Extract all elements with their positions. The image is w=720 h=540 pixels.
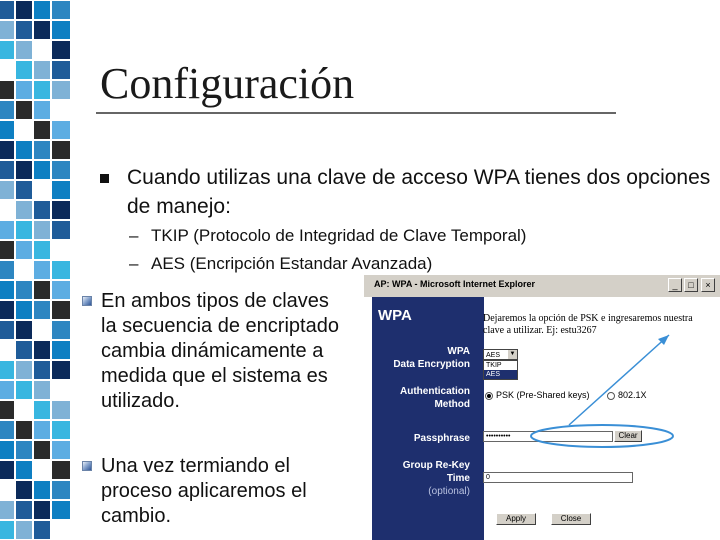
decorative-block (16, 1, 32, 19)
decorative-block (0, 261, 14, 279)
decorative-block (0, 241, 14, 259)
decorative-block (0, 401, 14, 419)
bullet-wpa-options: Cuando utilizas una clave de acceso WPA tienes dos opciones de manejo: (127, 166, 711, 218)
decorative-block (34, 221, 50, 239)
decorative-block (0, 301, 14, 319)
decorative-block (16, 321, 32, 339)
decorative-block (52, 201, 70, 219)
slide-title: Configuración (100, 59, 355, 108)
label-rekey-optional: (optional) (428, 486, 470, 497)
decorative-block (0, 521, 14, 539)
title-divider (96, 112, 616, 114)
decorative-block (52, 41, 70, 59)
option-aes[interactable]: AES (484, 370, 517, 379)
minimize-icon[interactable]: _ (668, 278, 682, 292)
decorative-block (16, 101, 32, 119)
decorative-block (16, 241, 32, 259)
decorative-block (0, 281, 14, 299)
decorative-block (52, 141, 70, 159)
decorative-block (52, 481, 70, 499)
decorative-block (52, 421, 70, 439)
wpa-heading: WPA (378, 307, 412, 324)
decorative-block (52, 121, 70, 139)
decorative-block (52, 221, 70, 239)
decorative-block (16, 301, 32, 319)
decorative-block (0, 1, 14, 19)
decorative-block (52, 501, 70, 519)
decorative-block (52, 261, 70, 279)
decorative-block (0, 21, 14, 39)
decorative-block (0, 441, 14, 459)
decorative-block (16, 41, 32, 59)
decorative-block (0, 381, 14, 399)
decorative-block (34, 121, 50, 139)
decorative-block (52, 341, 70, 359)
decorative-block (16, 81, 32, 99)
decorative-block (34, 61, 50, 79)
decorative-block (52, 301, 70, 319)
decorative-block (34, 161, 50, 179)
decorative-sidebar-strip (0, 0, 74, 540)
decorative-block (16, 461, 32, 479)
decorative-block (0, 141, 14, 159)
bullet-square-icon (100, 174, 109, 183)
decorative-block (34, 1, 50, 19)
decorative-block (34, 401, 50, 419)
maximize-icon[interactable]: □ (684, 278, 698, 292)
decorative-block (16, 61, 32, 79)
decorative-block (34, 21, 50, 39)
chevron-down-icon[interactable]: ▼ (509, 351, 516, 357)
decorative-block (16, 221, 32, 239)
decorative-block (0, 121, 14, 139)
rekey-input[interactable]: 0 (483, 472, 633, 483)
annotation-note: Dejaremos la opción de PSK e ingresaremos nuestra clave a utilizar. Ej: estu3267 (483, 313, 693, 336)
close-window-icon[interactable]: × (701, 278, 715, 292)
label-data-encryption: WPA Data Encryption (393, 346, 470, 370)
sub-item-aes-text: AES (Encripción Estandar Avanzada) (151, 254, 433, 273)
decorative-block (34, 521, 50, 539)
sub-item-aes (129, 254, 432, 274)
decorative-block (52, 321, 70, 339)
bullet-encryption-sequence: En ambos tipos de claves la secuencia de encriptado cambia dinámicamente a medida que el sistema es utilizado. (101, 290, 339, 412)
decorative-block (16, 281, 32, 299)
decorative-block (16, 501, 32, 519)
dash-marker: – (129, 254, 139, 273)
decorative-block (0, 181, 14, 199)
decorative-block (52, 461, 70, 479)
decorative-block (0, 161, 14, 179)
sub-item-tkip-text: TKIP (Protocolo de Integridad de Clave Temporal) (151, 226, 527, 245)
decorative-block (52, 61, 70, 79)
decorative-block (34, 261, 50, 279)
decorative-block (52, 21, 70, 39)
decorative-block (34, 81, 50, 99)
decorative-block (34, 201, 50, 219)
decorative-block (34, 361, 50, 379)
decorative-block (0, 221, 14, 239)
decorative-block (34, 501, 50, 519)
decorative-block (52, 401, 70, 419)
label-rekey-time: Group Re-Key Time (402, 460, 470, 484)
apply-button[interactable]: Apply (496, 513, 536, 525)
option-tkip[interactable]: TKIP (486, 362, 502, 369)
label-auth-method: Authentication Method (400, 386, 470, 410)
bullet-apply-change: Una vez termiando el proceso aplicaremos el cambio. (101, 455, 307, 527)
decorative-block (34, 381, 50, 399)
decorative-block (16, 21, 32, 39)
decorative-block (16, 161, 32, 179)
sub-item-tkip (129, 226, 526, 246)
close-button[interactable]: Close (551, 513, 591, 525)
decorative-block (0, 101, 14, 119)
callout-line (569, 335, 669, 425)
decorative-block (16, 201, 32, 219)
radio-psk-label: PSK (Pre-Shared keys) (496, 390, 590, 400)
decorative-block (34, 241, 50, 259)
decorative-block (34, 341, 50, 359)
decorative-block (16, 381, 32, 399)
decorative-block (16, 341, 32, 359)
decorative-block (52, 441, 70, 459)
window-title: AP: WPA - Microsoft Internet Explorer (374, 279, 536, 289)
decorative-block (0, 361, 14, 379)
passphrase-input[interactable]: •••••••••• (483, 431, 613, 442)
decorative-block (34, 101, 50, 119)
bullet-cube-icon (82, 461, 92, 471)
decorative-block (16, 481, 32, 499)
radio-8021x-label: 802.1X (618, 390, 647, 400)
decorative-block (34, 441, 50, 459)
decorative-block (52, 81, 70, 99)
bullet-cube-icon (82, 296, 92, 306)
decorative-block (52, 181, 70, 199)
decorative-block (52, 361, 70, 379)
dash-marker: – (129, 226, 139, 245)
decorative-block (16, 141, 32, 159)
decorative-block (0, 81, 14, 99)
decorative-block (52, 161, 70, 179)
decorative-block (0, 501, 14, 519)
decorative-block (16, 521, 32, 539)
encryption-selected-value: AES (486, 352, 501, 359)
decorative-block (16, 361, 32, 379)
label-passphrase: Passphrase (413, 433, 470, 444)
decorative-block (34, 481, 50, 499)
decorative-block (0, 321, 14, 339)
decorative-block (0, 421, 14, 439)
decorative-block (0, 41, 14, 59)
decorative-block (34, 421, 50, 439)
decorative-block (52, 281, 70, 299)
decorative-block (52, 1, 70, 19)
decorative-block (34, 301, 50, 319)
decorative-block (16, 421, 32, 439)
passphrase-highlight-ellipse (531, 425, 673, 447)
decorative-block (34, 141, 50, 159)
clear-button[interactable]: Clear (614, 430, 642, 442)
decorative-block (0, 461, 14, 479)
decorative-block (16, 441, 32, 459)
decorative-block (34, 281, 50, 299)
decorative-block (16, 181, 32, 199)
